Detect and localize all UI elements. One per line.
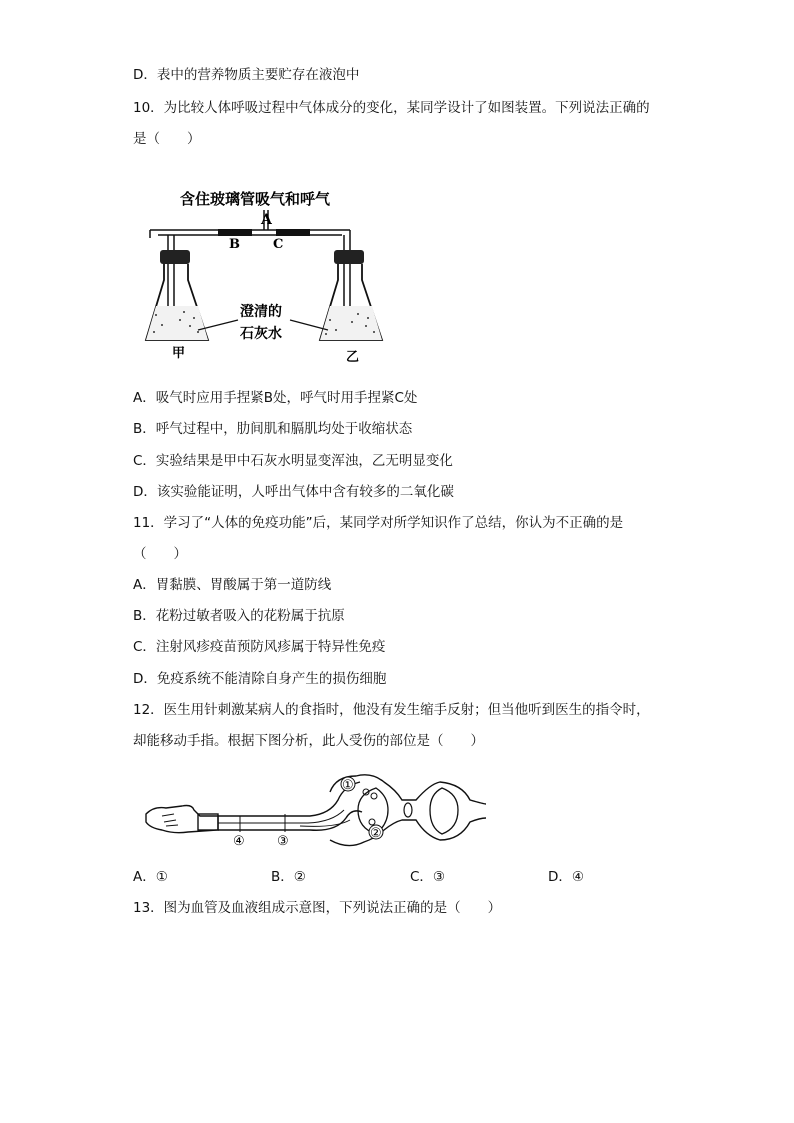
fig-limewater-2: 石灰水: [240, 326, 282, 342]
fig-label-b: B: [229, 237, 240, 252]
q12-option-d: D．④: [548, 869, 584, 885]
q12-options: [133, 868, 653, 886]
q11-option-b: B．花粉过敏者吸入的花粉属于抗原: [133, 608, 345, 624]
q10-stem-line2: 是（ ）: [133, 131, 201, 147]
q10-option-d: D．该实验能证明，人呼出气体中含有较多的二氧化碳: [133, 484, 454, 500]
q9-option-d: D．表中的营养物质主要贮存在液泡中: [133, 67, 360, 83]
fig-flask-left: 甲: [172, 346, 186, 361]
fig-label-c: C: [273, 237, 284, 252]
fig-marker-3: ③: [277, 834, 289, 849]
q10-apparatus-figure: [140, 180, 400, 370]
q12-option-c: C．③: [410, 869, 446, 885]
q10-option-b: B．呼气过程中，肋间肌和膈肌均处于收缩状态: [133, 421, 413, 437]
q12-stem-line2: 却能移动手指。根据下图分析，此人受伤的部位是（ ）: [133, 733, 484, 749]
q11-stem-line2: （ ）: [133, 546, 187, 562]
q12-stem-line1: 12．医生用针刺激某病人的食指时，他没有发生缩手反射；但当他听到医生的指令时，: [133, 702, 650, 718]
fig-limewater-1: 澄清的: [240, 304, 282, 320]
q11-stem-line1: 11．学习了“人体的免疫功能”后，某同学对所学知识作了总结，你认为不正确的是: [133, 515, 624, 531]
q12-reflex-figure: [140, 770, 490, 852]
fig-marker-4: ④: [233, 834, 245, 849]
q11-option-c: C．注射风疹疫苗预防风疹属于特异性免疫: [133, 639, 386, 655]
q10-option-c: C．实验结果是甲中石灰水明显变浑浊，乙无明显变化: [133, 453, 453, 469]
q10-option-a: A．吸气时应用手捏紧B处，呼气时用手捏紧C处: [133, 390, 418, 406]
q12-option-b: B．②: [271, 869, 306, 885]
q13-stem: 13．图为血管及血液组成示意图，下列说法正确的是（ ）: [133, 900, 502, 916]
fig-caption: 含住玻璃管吸气和呼气: [180, 190, 331, 208]
q12-option-a: A．①: [133, 869, 168, 885]
q11-option-a: A．胃黏膜、胃酸属于第一道防线: [133, 577, 332, 593]
fig-marker-2: ②: [370, 826, 382, 841]
q10-stem-line1: 10．为比较人体呼吸过程中气体成分的变化，某同学设计了如图装置。下列说法正确的: [133, 100, 650, 116]
fig-label-a: A: [261, 212, 272, 228]
fig-flask-right: 乙: [346, 350, 360, 365]
q11-option-d: D．免疫系统不能清除自身产生的损伤细胞: [133, 671, 387, 687]
fig-marker-1: ①: [342, 778, 354, 793]
